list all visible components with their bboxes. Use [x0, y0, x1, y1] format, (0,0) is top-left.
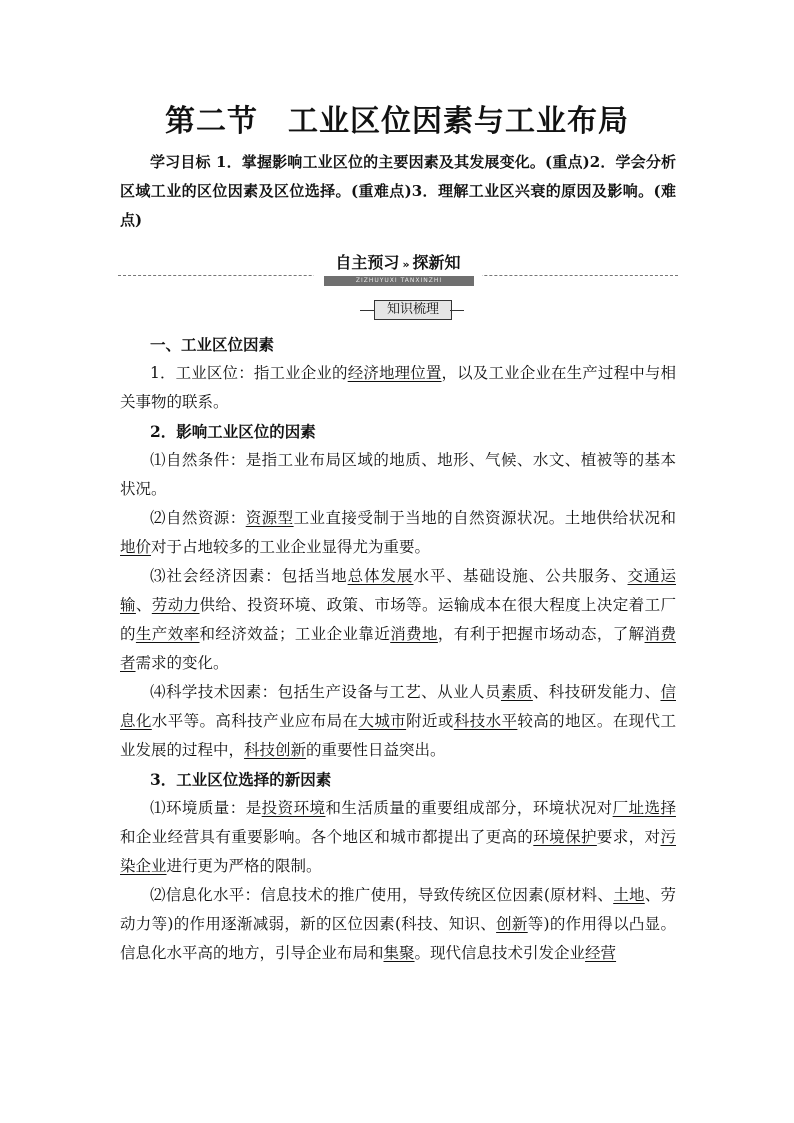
- double-chevron-icon: »: [402, 258, 410, 271]
- label-line-left: [360, 310, 374, 311]
- knowledge-section-label: [360, 300, 464, 320]
- keyword: 厂址选择: [612, 799, 676, 817]
- keyword: 生产效率: [135, 625, 200, 643]
- section-title: 工业区位因素与工业布局: [288, 104, 629, 139]
- keyword: 消费者: [120, 625, 676, 672]
- keyword: 经营: [585, 944, 617, 962]
- paragraph-environment-quality: ⑴环境质量：是投资环境和生活质量的重要组成部分，环境状况对厂址选择和企业经营具有重要影响。各个地区和城市都提出了更高的环境保护要求，对污染企业进行更为严格的限制。: [120, 799, 676, 875]
- heading-new-location-factors: 3．工业区位选择的新因素: [150, 770, 332, 789]
- page-title: [0, 96, 794, 140]
- learning-objectives: 学习目标 1．掌握影响工业区位的主要因素及其发展变化。(重点)2．学会分析区域工业的区位因素及区位选择。(重难点)3．理解工业区兴衰的原因及影响。(难点): [120, 153, 676, 229]
- paragraph-socioeconomic-factors: ⑶社会经济因素：包括当地总体发展水平、基础设施、公共服务、交通运输、劳动力供给、投资环境、政策、市场等。运输成本在很大程度上决定着工厂的生产效率和经济效益；工业企业靠近消费地，有利于把握市场动态，了解消费者需求的变化。: [120, 567, 676, 672]
- keyword: 创新: [496, 915, 528, 933]
- keyword: 消费地: [390, 625, 438, 643]
- keyword: 大城市: [358, 712, 407, 730]
- label-line-right: [450, 310, 464, 311]
- keyword: 信息化: [120, 683, 676, 730]
- paragraph-natural-resources: ⑵自然资源：资源型工业直接受制于当地的自然资源状况。土地供给状况和地价对于占地较多的工业企业显得尤为重要。: [120, 509, 676, 556]
- banner-title: [314, 250, 482, 276]
- paragraph-science-technology: ⑷科学技术因素：包括生产设备与工艺、从业人员素质、科技研发能力、信息化水平等。高科技产业应布局在大城市附近或科技水平较高的地区。在现代工业发展的过程中，科技创新的重要性日益突出。: [120, 683, 676, 759]
- banner-pinyin: ZIZHUYUXI TANXINZHI: [324, 276, 474, 286]
- banner-left-text: 自主预习: [335, 253, 400, 272]
- keyword: 土地: [613, 886, 645, 904]
- keyword: 环境保护: [533, 828, 597, 846]
- main-content: [120, 330, 676, 968]
- keyword: 资源型: [245, 509, 294, 527]
- heading-industrial-location-factors: 一、工业区位因素: [150, 335, 275, 354]
- keyword: 总体发展: [347, 567, 414, 585]
- keyword: 投资环境: [261, 799, 326, 817]
- section-label-text: 知识梳理: [374, 300, 452, 320]
- paragraph-natural-conditions: ⑴自然条件：是指工业布局区域的地质、地形、气候、水文、植被等的基本状况。: [120, 451, 676, 498]
- section-number: 第二节: [165, 104, 258, 139]
- keyword: 经济地理位置: [347, 364, 442, 382]
- paragraph-informatization-level: ⑵信息化水平：信息技术的推广使用，导致传统区位因素(原材料、土地、劳动力等)的作用逐渐减弱，新的区位因素(科技、知识、创新等)的作用得以凸显。信息化水平高的地方，引导企业布局和集聚。现代信息技术引发企业经营: [120, 886, 676, 962]
- heading-influencing-factors: 2．影响工业区位的因素: [150, 422, 316, 441]
- keyword: 素质: [500, 683, 533, 701]
- keyword: 地价: [120, 538, 152, 556]
- banner-right-text: 探新知: [412, 253, 461, 272]
- preview-banner: [118, 250, 678, 284]
- keyword: 集聚: [383, 944, 415, 962]
- keyword: 交通运输: [120, 567, 676, 614]
- keyword: 劳动力: [151, 596, 200, 614]
- keyword: 污染企业: [120, 828, 676, 875]
- paragraph-industrial-location: 1．工业区位：指工业企业的经济地理位置，以及工业企业在生产过程中与相关事物的联系。: [120, 364, 676, 411]
- keyword: 科技创新: [244, 741, 307, 759]
- keyword: 科技水平: [453, 712, 518, 730]
